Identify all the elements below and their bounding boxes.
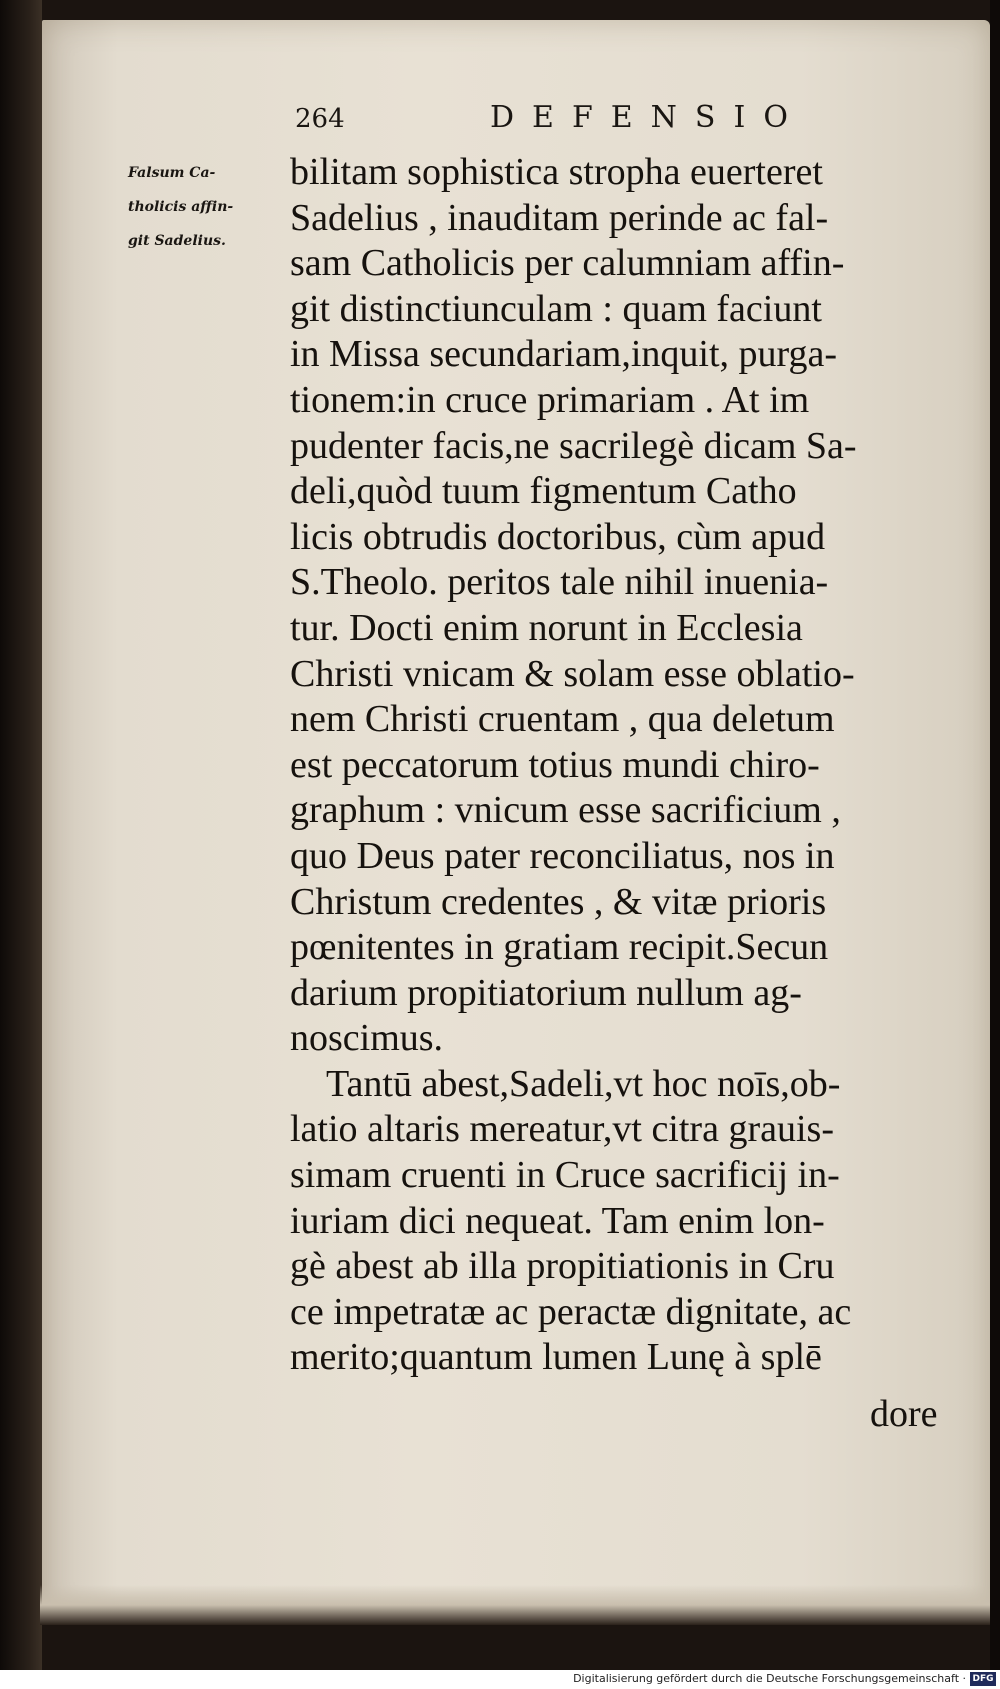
marginal-note	[128, 156, 283, 258]
text-line: noscimus.	[290, 1017, 444, 1060]
text-line: quo Deus pater reconciliatus, nos in	[290, 834, 835, 877]
text-line: deli,quòd tuum figmentum Catho	[290, 470, 797, 513]
text-line: Christi vnicam & solam esse oblatio-	[290, 652, 855, 695]
text-line: Tantū abest,Sadeli,vt hoc noīs,ob-	[326, 1062, 841, 1105]
catchword: dore	[870, 1393, 938, 1435]
text-line: in Missa secundariam,inquit, purga-	[290, 333, 838, 376]
dfg-logo: DFG	[970, 1672, 996, 1686]
text-line: darium propitiatorium nullum ag-	[290, 971, 802, 1014]
text-line: Christum credentes , & vitæ prioris	[290, 880, 827, 923]
marginal-note-line: tholicis affin-	[128, 199, 234, 215]
marginal-note-line: git Sadelius.	[128, 233, 226, 249]
marginal-note-line: Falsum Ca-	[128, 165, 216, 181]
text-line: sam Catholicis per calumniam affin-	[290, 242, 845, 285]
page-right-edge	[990, 0, 1000, 1689]
text-line: simam cruenti in Cruce sacrificij in-	[290, 1154, 840, 1197]
running-title: DEFENSIO	[490, 100, 806, 135]
body-text	[290, 150, 940, 1381]
text-line: graphum : vnicum esse sacrificium ,	[290, 789, 841, 832]
text-line: iuriam dici nequeat. Tam enim lon-	[290, 1199, 825, 1242]
text-line: tur. Docti enim norunt in Ecclesia	[290, 606, 803, 649]
text-line: Sadelius , inauditam perinde ac fal-	[290, 196, 829, 239]
binding-edge	[0, 0, 42, 1689]
text-line: pœnitentes in gratiam recipit.Secun	[290, 926, 829, 969]
page-bottom-edge	[40, 1585, 992, 1625]
text-line: nem Christi cruentam , qua deletum	[290, 698, 835, 741]
text-line: merito;quantum lumen Lunę à splē	[290, 1336, 822, 1379]
digitization-footer	[0, 1670, 1000, 1689]
text-line: gè abest ab illa propitiationis in Cru	[290, 1245, 835, 1288]
text-line: bilitam sophistica stropha euerteret	[290, 151, 823, 193]
text-line: ce impetratæ ac peractæ dignitate, ac	[290, 1290, 852, 1333]
text-line: git distinctiunculam : quam faciunt	[290, 287, 822, 330]
text-line: tionem:in cruce primariam . At im	[290, 378, 810, 421]
text-line: pudenter facis,ne sacrilegè dicam Sa-	[290, 424, 857, 467]
text-line: S.Theolo. peritos tale nihil inuenia-	[290, 561, 829, 604]
text-line: est peccatorum totius mundi chiro-	[290, 743, 820, 786]
text-line: licis obtrudis doctoribus, cùm apud	[290, 515, 826, 558]
funding-credit: Digitalisierung gefördert durch die Deutsche Forschungsgemeinschaft ·	[573, 1672, 966, 1685]
running-head	[295, 100, 915, 140]
page-number: 264	[295, 104, 345, 134]
text-line: latio altaris mereatur,vt citra grauis-	[290, 1108, 834, 1151]
